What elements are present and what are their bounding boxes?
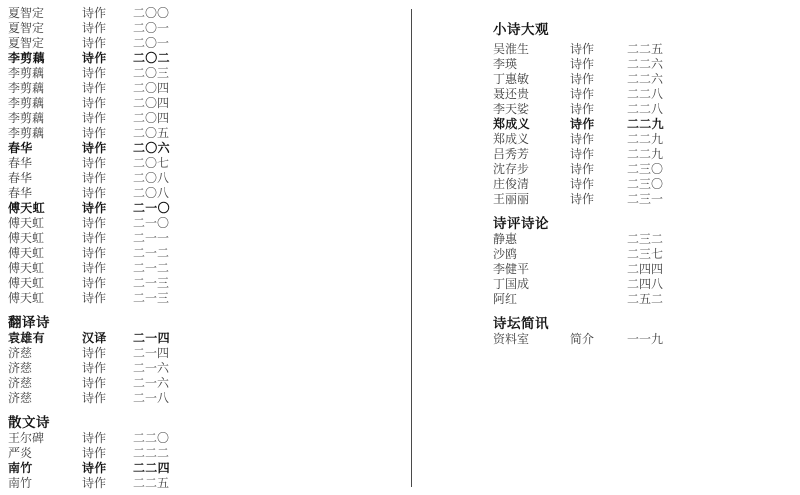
toc-row [8, 446, 406, 461]
toc-row [8, 96, 406, 111]
page-number-cell: 二一四 [133, 331, 800, 495]
author-cell: 李剪藕 [8, 66, 45, 80]
genre-cell: 诗作 [82, 291, 107, 305]
page-number-cell: 二〇一 [133, 21, 800, 495]
page-number-cell: 二三二 [627, 232, 800, 495]
author-cell: 傅天虹 [8, 246, 45, 260]
author-cell: 春华 [8, 171, 33, 185]
author-cell: 李天娑 [493, 102, 530, 116]
toc-row [8, 6, 406, 21]
genre-cell: 诗作 [570, 177, 595, 191]
toc-row [493, 247, 795, 262]
toc-row [8, 141, 406, 156]
author-cell: 郑成义 [493, 132, 530, 146]
toc-row [8, 201, 406, 216]
toc-row [493, 132, 795, 147]
toc-row [493, 277, 795, 292]
page-number-cell: 二〇八 [133, 171, 800, 495]
toc-row [8, 476, 406, 491]
author-cell: 严炎 [8, 446, 33, 460]
author-cell: 南竹 [8, 461, 33, 475]
toc-row [8, 376, 406, 391]
toc-row [8, 391, 406, 406]
author-cell: 阿红 [493, 292, 518, 306]
toc-row [493, 177, 795, 192]
toc-row [8, 81, 406, 96]
toc-row [8, 171, 406, 186]
author-cell: 夏智定 [8, 6, 45, 20]
page-number-cell: 二二九 [627, 117, 800, 495]
page-number-cell: 二〇二 [133, 51, 800, 495]
author-cell: 南竹 [8, 476, 33, 490]
page-number-cell: 二一六 [133, 361, 800, 495]
toc-row [8, 461, 406, 476]
page-number-cell: 二一四 [133, 346, 800, 495]
author-cell: 李剪藕 [8, 111, 45, 125]
genre-cell: 诗作 [82, 111, 107, 125]
page-number-cell: 二〇五 [133, 126, 800, 495]
genre-cell: 诗作 [82, 446, 107, 460]
genre-cell: 诗作 [82, 51, 107, 65]
section-header: 诗评诗论 [493, 216, 549, 231]
page-number-cell: 二三七 [627, 247, 800, 495]
genre-cell: 诗作 [82, 476, 107, 490]
genre-cell: 诗作 [570, 162, 595, 176]
author-cell: 夏智定 [8, 21, 45, 35]
page-number-cell: 二〇八 [133, 186, 800, 495]
page-number-cell: 二二二 [133, 446, 800, 495]
toc-row [8, 246, 406, 261]
toc-row [8, 331, 406, 346]
page-number-cell: 二二〇 [133, 431, 800, 495]
genre-cell: 诗作 [82, 246, 107, 260]
page-number-cell: 二二八 [627, 87, 800, 495]
genre-cell: 诗作 [82, 361, 107, 375]
genre-cell: 诗作 [570, 117, 595, 131]
genre-cell: 诗作 [82, 261, 107, 275]
author-cell: 王尔碑 [8, 431, 45, 445]
toc-row [493, 42, 795, 57]
author-cell: 李瑛 [493, 57, 518, 71]
toc-row [8, 361, 406, 376]
author-cell: 济慈 [8, 391, 33, 405]
page-number-cell: 二〇〇 [133, 6, 800, 495]
genre-cell: 诗作 [82, 156, 107, 170]
author-cell: 李剪藕 [8, 126, 45, 140]
author-cell: 李健平 [493, 262, 530, 276]
genre-cell: 诗作 [82, 201, 107, 215]
section-header: 诗坛简讯 [493, 316, 549, 331]
genre-cell: 汉译 [82, 331, 107, 345]
page-number-cell: 二三一 [627, 192, 800, 495]
toc-section [8, 6, 406, 306]
page-number-cell: 二五二 [627, 292, 800, 495]
genre-cell: 诗作 [82, 171, 107, 185]
page-number-cell: 二四四 [627, 262, 800, 495]
genre-cell: 诗作 [82, 346, 107, 360]
genre-cell: 诗作 [82, 126, 107, 140]
author-cell: 济慈 [8, 361, 33, 375]
author-cell: 李剪藕 [8, 96, 45, 110]
author-cell: 济慈 [8, 376, 33, 390]
toc-section [493, 22, 795, 207]
genre-cell: 诗作 [570, 147, 595, 161]
page-number-cell: 二一二 [133, 261, 800, 495]
section-header: 翻译诗 [8, 315, 50, 330]
author-cell: 聂还贵 [493, 87, 530, 101]
page-number-cell: 二〇四 [133, 96, 800, 495]
genre-cell: 诗作 [82, 431, 107, 445]
genre-cell: 简介 [570, 332, 595, 346]
toc-row [493, 162, 795, 177]
page-number-cell: 二一三 [133, 276, 800, 495]
page-number-cell: 二三〇 [627, 177, 800, 495]
genre-cell: 诗作 [82, 81, 107, 95]
author-cell: 沙鸥 [493, 247, 518, 261]
toc-row [493, 292, 795, 307]
page-number-cell: 二〇四 [133, 81, 800, 495]
page-number-cell: 二四八 [627, 277, 800, 495]
author-cell: 春华 [8, 141, 33, 155]
author-cell: 济慈 [8, 346, 33, 360]
toc-row [8, 36, 406, 51]
toc-row [8, 111, 406, 126]
toc-row [8, 276, 406, 291]
author-cell: 王丽丽 [493, 192, 530, 206]
column-divider [411, 9, 412, 487]
page-number-cell: 二二六 [627, 57, 800, 495]
toc-row [8, 186, 406, 201]
toc-row [493, 147, 795, 162]
toc-row [493, 117, 795, 132]
genre-cell: 诗作 [82, 96, 107, 110]
section-header: 散文诗 [8, 415, 50, 430]
toc-row [8, 126, 406, 141]
toc-row [8, 291, 406, 306]
author-cell: 吕秀芳 [493, 147, 530, 161]
genre-cell: 诗作 [82, 21, 107, 35]
section-header: 小诗大观 [493, 22, 549, 37]
page-number-cell: 二二九 [627, 132, 800, 495]
genre-cell: 诗作 [570, 192, 595, 206]
genre-cell: 诗作 [82, 391, 107, 405]
author-cell: 袁雄有 [8, 331, 45, 345]
toc-row [493, 262, 795, 277]
genre-cell: 诗作 [82, 36, 107, 50]
page-number-cell: 二〇六 [133, 141, 800, 495]
page-number-cell: 二一〇 [133, 216, 800, 495]
toc-row [493, 57, 795, 72]
author-cell: 傅天虹 [8, 276, 45, 290]
page-number-cell: 二一〇 [133, 201, 800, 495]
page-number-cell: 二〇四 [133, 111, 800, 495]
author-cell: 丁惠敏 [493, 72, 530, 86]
page-number-cell: 二二五 [627, 42, 800, 495]
right-column [493, 22, 795, 347]
author-cell: 丁国成 [493, 277, 530, 291]
page-number-cell: 二一八 [133, 391, 800, 495]
author-cell: 庄俊清 [493, 177, 530, 191]
left-column [8, 6, 406, 491]
toc-row [493, 72, 795, 87]
genre-cell: 诗作 [82, 141, 107, 155]
page-number-cell: 二一一 [133, 231, 800, 495]
author-cell: 沈存步 [493, 162, 530, 176]
page-number-cell: 二二四 [133, 461, 800, 495]
toc-row [493, 232, 795, 247]
author-cell: 傅天虹 [8, 291, 45, 305]
author-cell: 傅天虹 [8, 201, 45, 215]
genre-cell: 诗作 [82, 66, 107, 80]
genre-cell: 诗作 [82, 276, 107, 290]
genre-cell: 诗作 [82, 376, 107, 390]
page-number-cell: 二二八 [627, 102, 800, 495]
toc-row [8, 66, 406, 81]
genre-cell: 诗作 [82, 461, 107, 475]
page-number-cell: 二二五 [133, 476, 800, 495]
toc-row [493, 102, 795, 117]
author-cell: 资料室 [493, 332, 530, 346]
genre-cell: 诗作 [570, 102, 595, 116]
genre-cell: 诗作 [570, 87, 595, 101]
toc-row [8, 156, 406, 171]
author-cell: 夏智定 [8, 36, 45, 50]
author-cell: 春华 [8, 186, 33, 200]
author-cell: 吴淮生 [493, 42, 530, 56]
toc-row [8, 51, 406, 66]
page-number-cell: 二〇七 [133, 156, 800, 495]
toc-row [8, 346, 406, 361]
author-cell: 李剪藕 [8, 81, 45, 95]
toc-row [8, 21, 406, 36]
toc-row [493, 192, 795, 207]
author-cell: 郑成义 [493, 117, 530, 131]
toc-row [493, 87, 795, 102]
author-cell: 静惠 [493, 232, 518, 246]
author-cell: 傅天虹 [8, 261, 45, 275]
genre-cell: 诗作 [82, 216, 107, 230]
toc-row [8, 231, 406, 246]
genre-cell: 诗作 [570, 57, 595, 71]
author-cell: 春华 [8, 156, 33, 170]
genre-cell: 诗作 [82, 186, 107, 200]
genre-cell: 诗作 [570, 72, 595, 86]
page-number-cell: 二一六 [133, 376, 800, 495]
page-number-cell: 一一九 [627, 332, 800, 495]
page-number-cell: 二二六 [627, 72, 800, 495]
toc-row [8, 216, 406, 231]
author-cell: 傅天虹 [8, 231, 45, 245]
toc-row [493, 332, 795, 347]
author-cell: 李剪藕 [8, 51, 45, 65]
genre-cell: 诗作 [82, 231, 107, 245]
page-number-cell: 二二九 [627, 147, 800, 495]
genre-cell: 诗作 [82, 6, 107, 20]
genre-cell: 诗作 [570, 132, 595, 146]
page-number-cell: 二三〇 [627, 162, 800, 495]
page-number-cell: 二〇三 [133, 66, 800, 495]
toc-row [8, 431, 406, 446]
page-number-cell: 二一二 [133, 246, 800, 495]
toc-row [8, 261, 406, 276]
page-number-cell: 二一三 [133, 291, 800, 495]
page-number-cell: 二〇一 [133, 36, 800, 495]
genre-cell: 诗作 [570, 42, 595, 56]
author-cell: 傅天虹 [8, 216, 45, 230]
